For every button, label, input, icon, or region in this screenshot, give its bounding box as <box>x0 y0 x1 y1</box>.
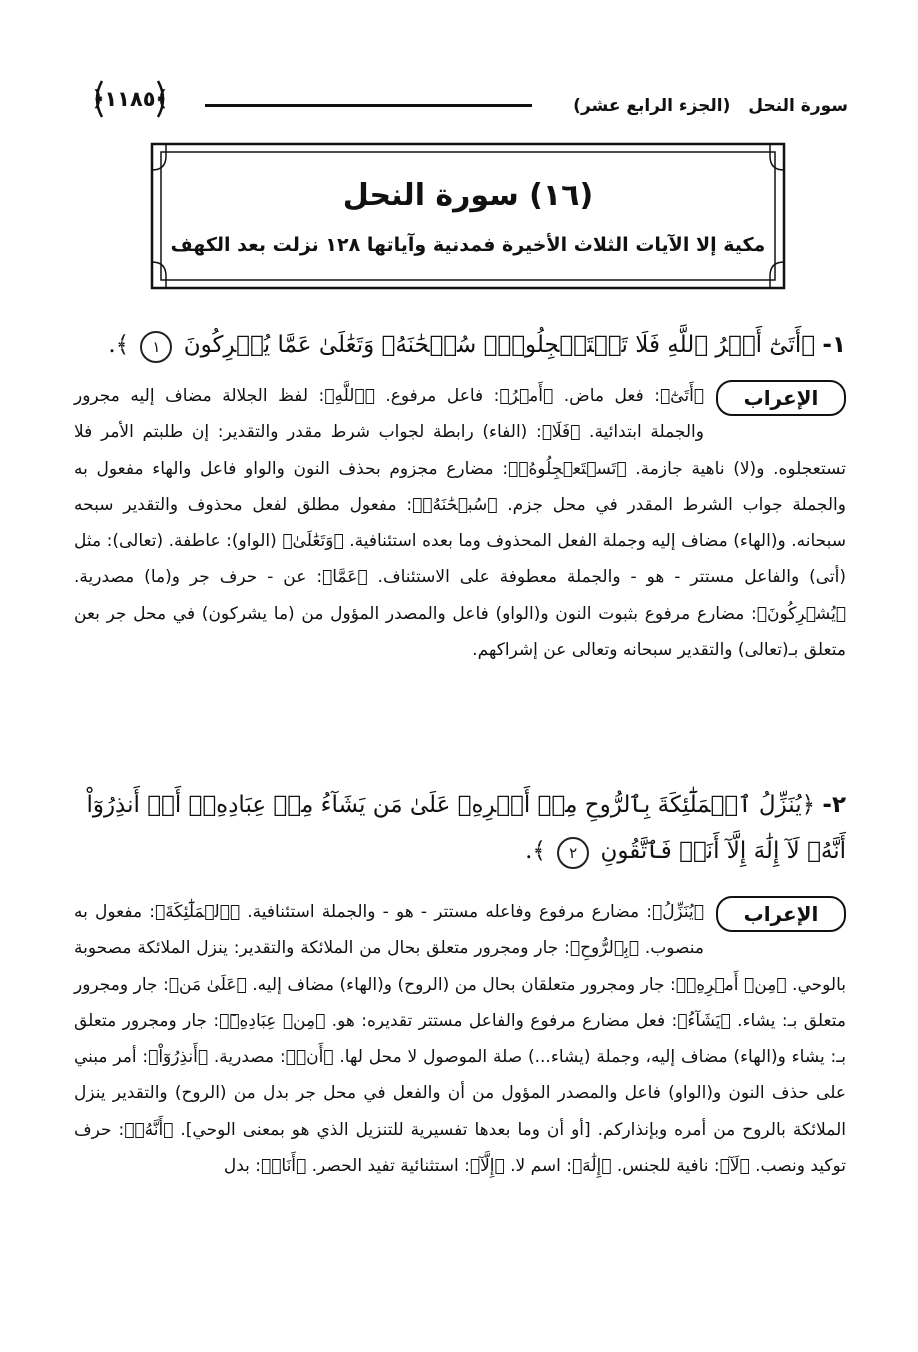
irab-text: ﴿يُنَزِّلُ﴾: مضارع مرفوع وفاعله مستتر - هو - والجملة استئنافية. ﴿ٱلۡمَلَٰٓئِكَةَ﴾: مفعول به منصوب. ﴿بِٱلرُّوحِ﴾: جار ومجرور متعلق بحال من الملائكة والتقدير: ينزل الملائكة مصحوبة بالوحي. ﴿مِنۡ أَمۡرِهِۦ﴾: جار ومجرور متعلقان بحال من (الروح) و(الهاء) مضاف إليه. ﴿عَلَىٰ مَن﴾: جار ومجرور متعلق بـ: يشاء. ﴿يَشَآءُ﴾: فعل مضارع مرفوع والفاعل مستتر تقديره: هو. ﴿مِنۡ عِبَادِهِۦٓ﴾: جار ومجرور متعلق بـ: يشاء و(الهاء) مضاف إليه، وجملة (يشاء...) صلة الموصول لا محل لها. ﴿أَنۡ﴾: مصدرية. ﴿أَنذِرُوٓاْ﴾: أمر مبني على حذف النون و(الواو) فاعل والمصدر المؤول من أن والفعل في محل جر بدل من (الروح) والتقدير ينزل الملائكة بالروح من أمره وبإنذاركم. [أو أن وما بعدها تفسيرية للتنزيل الذي هو بمعنى الوحي]. ﴿أَنَّهُۥ﴾: حرف توكيد ونصب. ﴿لَآ﴾: نافية للجنس. ﴿إِلَٰهَ﴾: اسم لا. ﴿إِلَّآ﴾: استثنائية تفيد الحصر. ﴿أَنَا۠﴾: بدل <box>74 902 846 1177</box>
irab-label: الإعراب <box>716 896 846 932</box>
surah-subtitle: مكية إلا الآيات الثلاث الأخيرة فمدنية وآياتها ١٢٨ نزلت بعد الكهف <box>170 234 766 256</box>
ayah-number-mark: ١ <box>140 331 172 363</box>
ayah-number-mark: ٢ <box>557 837 589 869</box>
irab-label: الإعراب <box>716 380 846 416</box>
page-number: ﴿١١٨٥﴾ <box>92 87 168 111</box>
verse-1 <box>74 322 846 368</box>
header-part: (الجزء الرابع عشر) <box>573 96 731 116</box>
surah-title: (١٦) سورة النحل <box>342 178 594 213</box>
surah-title-box <box>150 142 786 290</box>
header-rule <box>205 104 532 107</box>
verse-2 <box>74 782 846 874</box>
irab-section-2 <box>74 894 846 1184</box>
running-header <box>573 96 848 116</box>
header-surah-name: سورة النحل <box>748 96 848 116</box>
verse-number: ١- <box>822 332 846 358</box>
verse-end: ﴾. <box>108 332 130 358</box>
verse-text: ﴿يُنَزِّلُ ٱلۡمَلَٰٓئِكَةَ بِٱلرُّوحِ مِنۡ أَمۡرِهِۦ عَلَىٰ مَن يَشَآءُ مِنۡ عِبَادِهِۦٓ أَنۡ أَنذِرُوٓاْ أَنَّهُۥ لَآ إِلَٰهَ إِلَّآ أَنَا۠ فَٱتَّقُونِ <box>86 792 846 864</box>
irab-section-1 <box>74 378 846 668</box>
verse-text: ﴿أَتَىٰٓ أَمۡرُ ٱللَّهِ فَلَا تَسۡتَعۡجِلُوهُۚ سُبۡحَٰنَهُۥ وَتَعَٰلَىٰ عَمَّا يُشۡرِكُونَ <box>183 332 816 358</box>
verse-end: ﴾. <box>525 838 546 864</box>
page-number-badge <box>88 77 172 121</box>
ornamental-frame <box>150 142 786 290</box>
irab-text: ﴿أَتَىٰٓ﴾: فعل ماض. ﴿أَمۡرُ﴾: فاعل مرفوع. ﴿ٱللَّهِ﴾: لفظ الجلالة مضاف إليه مجرور والجملة ابتدائية. ﴿فَلَا﴾: (الفاء) رابطة لجواب شرط مقدر والتقدير: إن طلبتم الأمر فلا تستعجلوه. و(لا) ناهية جازمة. ﴿تَسۡتَعۡجِلُوهُۚ﴾: مضارع مجزوم بحذف النون والواو فاعل والهاء مفعول به والجملة جواب الشرط المقدر في محل جزم. ﴿سُبۡحَٰنَهُۥ﴾: مفعول مطلق لفعل محذوف والتقدير سبحه سبحانه. و(الهاء) مضاف إليه وجملة الفعل المحذوف وما بعده استئنافية. ﴿وَتَعَٰلَىٰ﴾ (الواو): عاطفة. (تعالى): مثل (أتى) والفاعل مستتر - هو - والجملة معطوفة على الاستئناف. ﴿عَمَّا﴾: عن - حرف جر و(ما) مصدرية. ﴿يُشۡرِكُونَ﴾: مضارع مرفوع بثبوت النون و(الواو) فاعل والمصدر المؤول من (ما يشركون) في محل جر بعن متعلق بـ(تعالى) والتقدير سبحانه وتعالى عن إشراكهم. <box>74 386 846 661</box>
verse-number: ٢- <box>822 792 846 818</box>
